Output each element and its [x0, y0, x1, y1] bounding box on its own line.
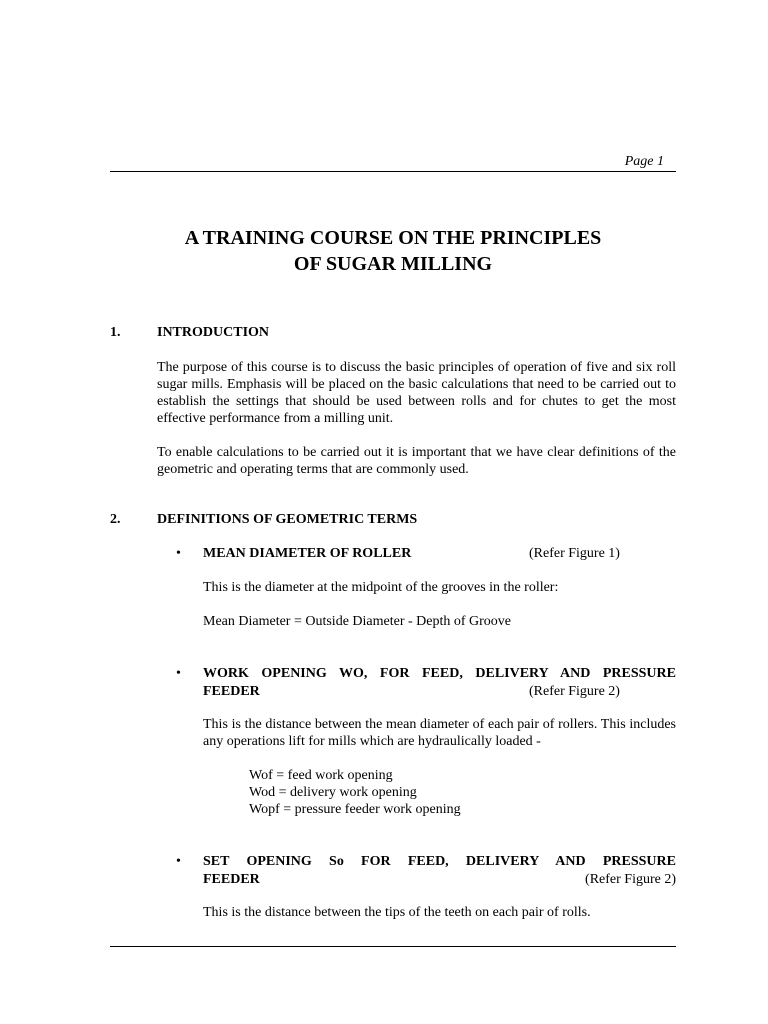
section-2-number: 2. — [110, 512, 121, 527]
item-2-figure-ref: (Refer Figure 2) — [529, 684, 620, 699]
bullet-icon: • — [176, 854, 181, 869]
item-3-title-line-1: SET OPENING So FOR FEED, DELIVERY AND PRESSURE — [203, 854, 676, 869]
item-2-text: This is the distance between the mean diameter of each pair of rollers. This includes any operations lift for mills which are hydraulically loaded - — [203, 717, 676, 749]
section-1-number: 1. — [110, 325, 121, 340]
definition-wof: Wof = feed work opening — [249, 768, 393, 783]
item-1-text: This is the diameter at the midpoint of the grooves in the roller: — [203, 580, 559, 595]
bullet-icon: • — [176, 666, 181, 681]
item-1-heading — [203, 545, 676, 563]
item-3-heading — [203, 853, 676, 889]
definition-wopf: Wopf = pressure feeder work opening — [249, 802, 461, 817]
document-title — [110, 225, 676, 277]
section-2-title: DEFINITIONS OF GEOMETRIC TERMS — [157, 512, 418, 527]
item-2-title-line-1: WORK OPENING WO, FOR FEED, DELIVERY AND PRESSURE — [203, 666, 676, 681]
item-1-figure-ref: (Refer Figure 1) — [529, 546, 620, 561]
work-opening-definitions — [249, 767, 461, 818]
section-1-title: INTRODUCTION — [157, 325, 270, 340]
item-2-heading — [203, 665, 676, 701]
title-line-1: A TRAINING COURSE ON THE PRINCIPLES — [184, 227, 602, 249]
bullet-icon: • — [176, 546, 181, 561]
header-rule — [110, 171, 676, 172]
item-3-figure-ref: (Refer Figure 2) — [585, 872, 676, 887]
item-3-title-line-2: FEEDER — [203, 872, 260, 887]
intro-paragraph-2: To enable calculations to be carried out it is important that we have clear definitions of the geometric and operating terms that are commonly used. — [157, 445, 676, 477]
title-line-2: OF SUGAR MILLING — [293, 253, 493, 275]
item-1-formula: Mean Diameter = Outside Diameter - Depth of Groove — [203, 614, 512, 629]
intro-paragraph-1: The purpose of this course is to discuss the basic principles of operation of five and six roll sugar mills. Emphasis will be placed on the basic calculations that need to be carried out to establish the settings that should be used between rolls and for chutes to get the most effective performance from a milling unit. — [157, 360, 676, 426]
item-3-text: This is the distance between the tips of the teeth on each pair of rolls. — [203, 905, 591, 920]
page-number: Page 1 — [624, 154, 664, 169]
item-1-title: MEAN DIAMETER OF ROLLER — [203, 546, 412, 561]
item-2-title-line-2: FEEDER — [203, 684, 260, 699]
footer-rule — [110, 946, 676, 947]
definition-wod: Wod = delivery work opening — [249, 785, 417, 800]
